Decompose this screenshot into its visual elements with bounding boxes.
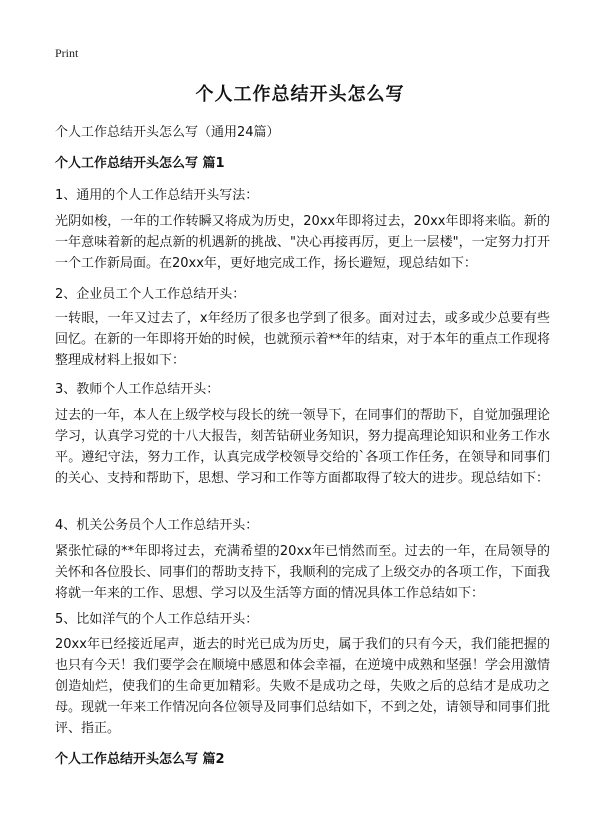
item-paragraph: 过去的一年，本人在上级学校与段长的统一领导下，在同事们的帮助下，自觉加强理论学习，认真学习党的十八大报告，刻苦钻研业务知识，努力提高理论知识和业务工作水平。遵纪守法，努力工作，认真完成学校领导交给的`各项工作任务，在领导和同事们的关心、支持和帮助下，思想、学习和工作等方面都取得了较大的进步。现总结如下： xyxy=(55,408,550,486)
print-link[interactable]: Print xyxy=(55,46,79,60)
item-paragraph: 一转眼，一年又过去了，x年经历了很多也学到了很多。面对过去，或多或少总要有些回忆。在新的一年即将开始的时候，也就预示着**年的结束，对于本年的重点工作现将整理成材料上报如下： xyxy=(55,311,550,368)
item-label: 4、机关公务员个人工作总结开头： xyxy=(55,518,259,533)
section-heading: 个人工作总结开头怎么写 篇2 xyxy=(55,752,225,767)
item-label: 1、通用的个人工作总结开头写法： xyxy=(55,188,259,203)
section-heading: 个人工作总结开头怎么写 篇1 xyxy=(55,156,225,171)
item-paragraph: 光阴如梭，一年的工作转瞬又将成为历史，20xx年即将过去，20xx年即将来临。新的一年意味着新的起点新的机遇新的挑战、"决心再接再厉，更上一层楼"，一定努力打开一个工作新局面。在20xx年，更好地完成工作，扬长避短，现总结如下： xyxy=(55,214,550,271)
document-title: 个人工作总结开头怎么写 xyxy=(195,84,405,105)
item-label: 5、比如洋气的个人工作总结开头： xyxy=(55,612,259,627)
item-paragraph: 紧张忙碌的**年即将过去，充满希望的20xx年已悄然而至。过去的一年，在局领导的关怀和各位股长、同事们的帮助支持下，我顺利的完成了上级交办的各项工作，下面我将就一年来的工作、思想、学习以及生活等方面的情况具体工作总结如下： xyxy=(55,544,550,601)
item-label: 3、教师个人工作总结开头： xyxy=(55,382,220,397)
item-paragraph: 20xx年已经接近尾声，逝去的时光已成为历史，属于我们的只有今天，我们能把握的也只有今天！我们要学会在顺境中感恩和体会幸福，在逆境中成熟和坚强！学会用激情创造灿烂，使我们的生命更加精彩。失败不是成功之母，失败之后的总结才是成功之母。现就一年来工作情况向各位领导及同事们总结如下，不到之处，请领导和同事们批评、指正。 xyxy=(55,637,550,736)
item-label: 2、企业员工个人工作总结开头： xyxy=(55,287,246,302)
document-subtitle: 个人工作总结开头怎么写（通用24篇） xyxy=(55,125,280,140)
